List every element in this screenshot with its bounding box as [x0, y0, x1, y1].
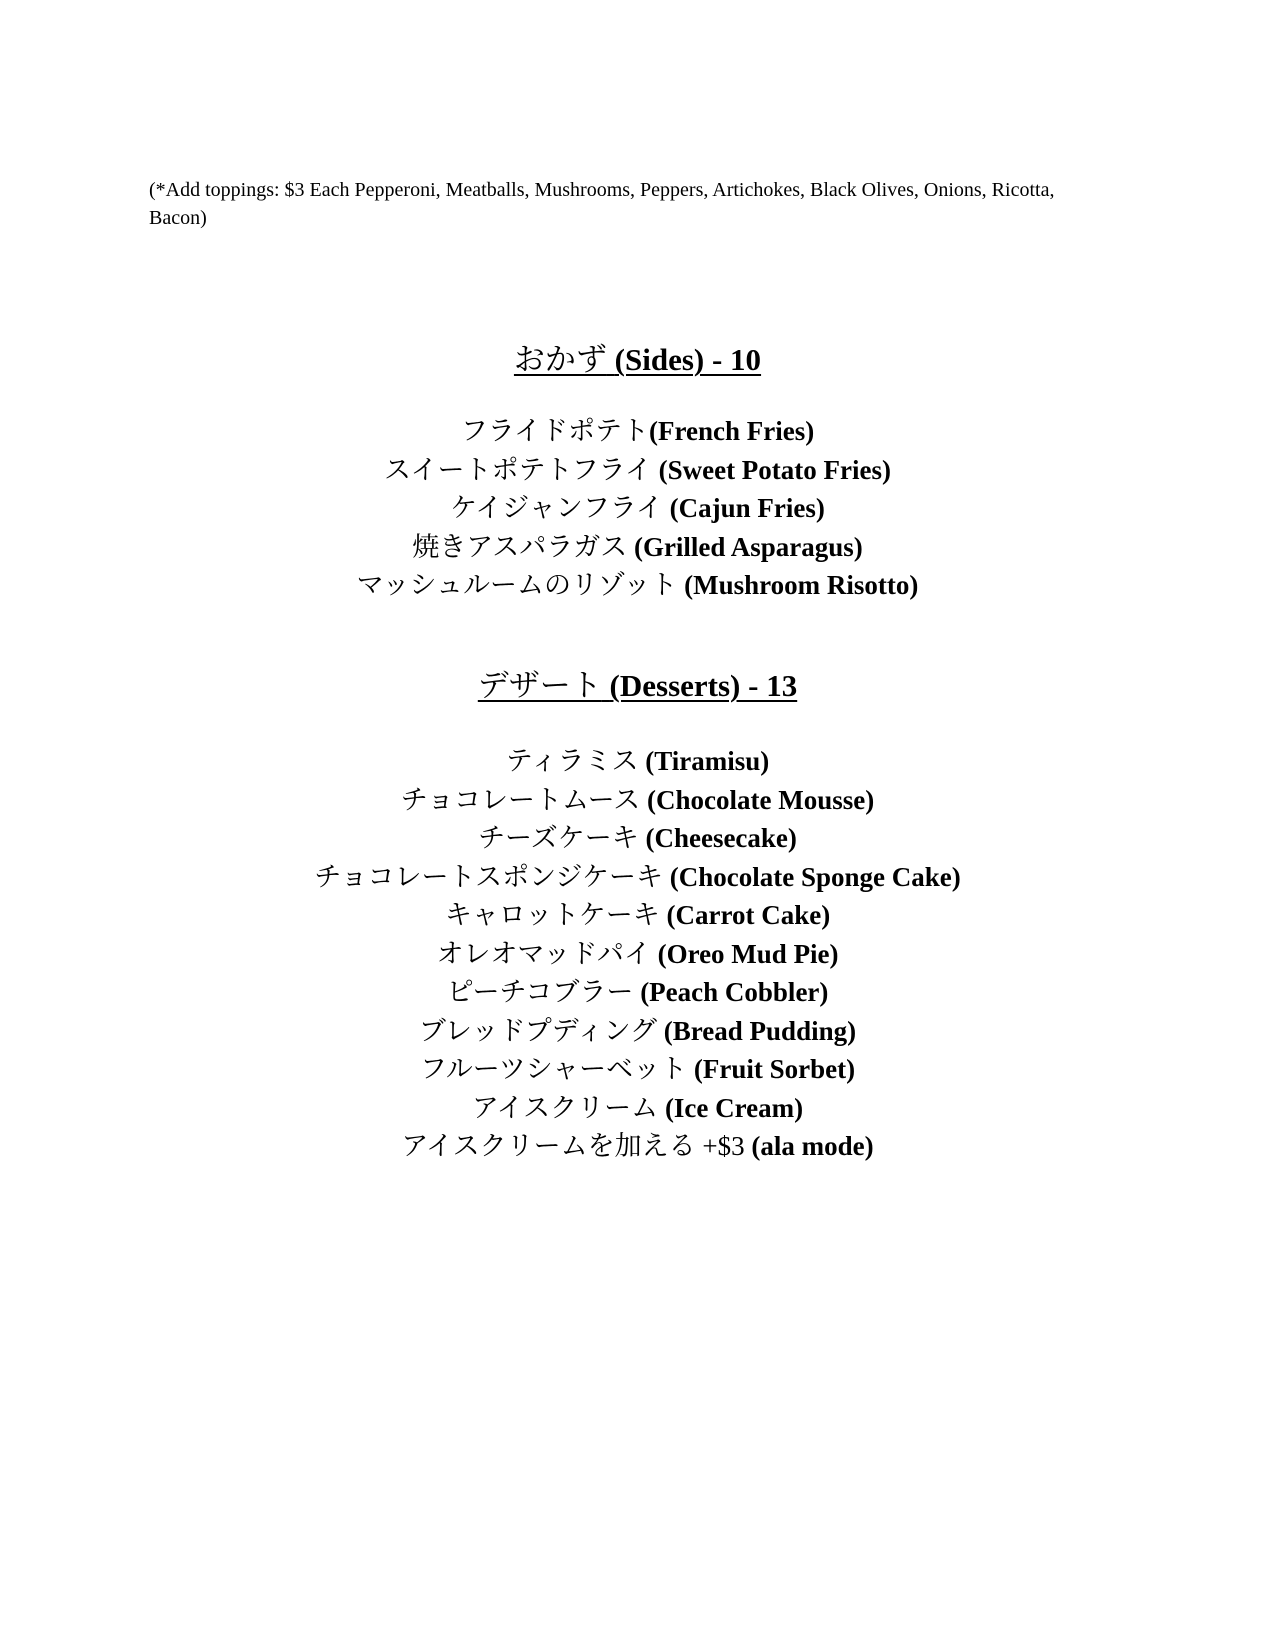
menu-item-en: (Chocolate Sponge Cake) [669, 861, 961, 892]
menu-item-jp: スイートポテトフライ [384, 454, 659, 485]
menu-item [0, 1050, 1275, 1089]
menu-item-en: (Chocolate Mousse) [647, 784, 875, 815]
menu-item-jp: ティラミス [505, 746, 646, 776]
menu-item-jp: チョコレートスポンジケーキ [314, 861, 670, 892]
menu-item [0, 451, 1275, 490]
menu-item-en: (French Fries) [649, 416, 815, 446]
menu-item-en: (Carrot Cake) [666, 900, 831, 930]
menu-item-jp: ピーチコブラー [446, 977, 641, 1007]
desserts-heading [0, 666, 1275, 706]
menu-item [0, 528, 1275, 567]
sides-heading-jp: おかず [513, 342, 607, 377]
menu-item-jp: ケイジャンフライ [450, 493, 670, 523]
menu-item-en: (Grilled Asparagus) [633, 531, 863, 562]
menu-item-en: (Fruit Sorbet) [693, 1054, 856, 1084]
menu-item-en: (Tiramisu) [645, 746, 770, 776]
menu-item-jp: フライドポテト [460, 416, 649, 446]
menu-item [0, 973, 1275, 1012]
sides-section [0, 340, 1275, 605]
desserts-section [0, 666, 1275, 1166]
desserts-list [0, 742, 1275, 1166]
menu-item-jp: マッシュルームのリゾット [356, 570, 685, 600]
menu-item [0, 1012, 1275, 1051]
menu-item-jp: チーズケーキ [478, 823, 646, 853]
menu-item-jp: オレオマッドパイ [436, 938, 658, 969]
menu-item [0, 935, 1275, 974]
desserts-heading-jp: デザート [477, 668, 602, 703]
menu-item [0, 781, 1275, 820]
menu-item-en: (Oreo Mud Pie) [657, 938, 839, 969]
menu-item [0, 412, 1275, 451]
menu-item-en: (Peach Cobbler) [640, 977, 829, 1007]
menu-item-en: (Ice Cream) [664, 1092, 804, 1123]
menu-item-en: (Bread Pudding) [663, 1015, 857, 1046]
toppings-note: (*Add toppings: $3 Each Pepperoni, Meatballs, Mushrooms, Peppers, Artichokes, Black Olives, Onions, Ricotta, Bacon) [149, 179, 1055, 229]
menu-item [0, 896, 1275, 935]
sides-heading-en: (Sides) - 10 [614, 342, 762, 377]
menu-item [0, 742, 1275, 781]
sides-heading [0, 340, 1275, 380]
sides-list [0, 412, 1275, 605]
menu-item [0, 1127, 1275, 1166]
desserts-heading-en: (Desserts) - 13 [609, 668, 798, 703]
menu-item-jp: チョコレートムース [400, 784, 648, 815]
menu-item-jp: フルーツシャーベット [419, 1054, 694, 1084]
menu-item-en: (Cajun Fries) [669, 493, 825, 523]
menu-item-en: (ala mode) [751, 1131, 874, 1161]
menu-item [0, 1089, 1275, 1128]
menu-item-en: (Cheesecake) [645, 823, 797, 853]
menu-item-en: (Mushroom Risotto) [684, 570, 919, 600]
menu-item [0, 858, 1275, 897]
menu-item [0, 819, 1275, 858]
menu-item-jp: キャロットケーキ [444, 900, 667, 930]
menu-item-jp: アイスクリームを加える +$3 [401, 1131, 752, 1161]
menu-item-jp: 焼きアスパラガス [412, 531, 634, 562]
menu-item-en: (Sweet Potato Fries) [658, 454, 891, 485]
menu-item [0, 489, 1275, 528]
menu-item-jp: アイスクリーム [471, 1092, 665, 1123]
menu-item-jp: ブレッドプディング [418, 1015, 664, 1046]
menu-item [0, 566, 1275, 605]
